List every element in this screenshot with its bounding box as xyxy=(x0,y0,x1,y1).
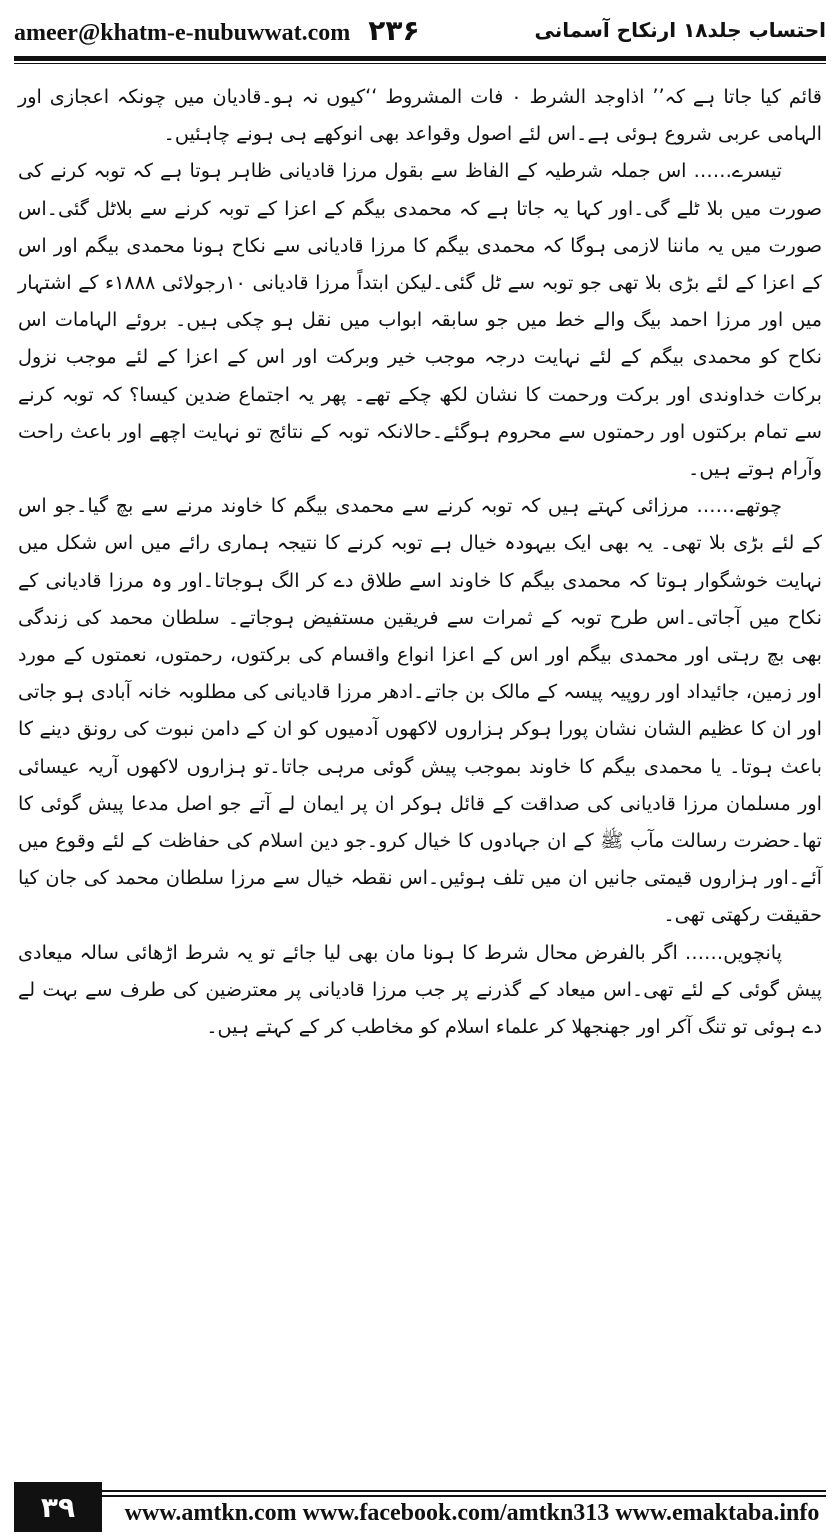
header-email: ameer@khatm-e-nubuwwat.com xyxy=(14,19,351,46)
header-rule-thick xyxy=(14,56,826,61)
paragraph: پانچویں…… اگر بالفرض محال شرط کا ہونا مان بھی لیا جائے تو یہ شرط اڑھائی سالہ میعادی پیش گوئی کے لئے تھی۔اس میعاد کے گذرنے پر جب مرزا قادیانی پر معترضین کی طرف سے بہت لے دے ہوئی تو تنگ آکر اور جھنجھلا کر علماء اسلام کو مخاطب کر کے کہتے ہیں۔ xyxy=(18,940,822,1039)
paragraph: تیسرے…… اس جملہ شرطیہ کے الفاظ سے بقول مرزا قادیانی ظاہر ہوتا ہے کہ توبہ کرنے کی صورت میں بلا ٹلے گی۔اور کہا یہ جاتا ہے کہ محمدی بیگم کے اعزا کے توبہ کرنے سے بلاٹل گئی۔اس صورت میں یہ ماننا لازمی ہوگا کہ محمدی بیگم کا مرزا قادیانی سے نکاح ہونا محمدی بیگم اور اس کے اعزا کے لئے بڑی بلا تھی جو توبہ سے ٹل گئی۔لیکن ابتداً مرزا قادیانی ۱۰رجولائی ۱۸۸۸ء کے اشتہار میں اور مرزا احمد بیگ والے خط میں جو سابقہ ابواب میں نقل ہو چکی ہیں۔ بروئے الہامات اس نکاح کو محمدی بیگم کے لئے نہایت درجہ موجب خیر وبرکت اور اس کے اعزا کے لئے موجب نزول برکات خداوندی اور برکت ورحمت کا نشان لکھ چکے تھے۔ پھر یہ اجتماع ضدین کیسا؟ کہ توبہ کرنے سے تمام برکتوں اور رحمتوں سے محروم ہوگئے۔حالانکہ توبہ کے نتائج تو نہایت اچھے اور باعث راحت وآرام ہوتے ہیں۔ xyxy=(18,159,822,481)
page-header xyxy=(14,8,826,52)
footer-urls: www.amtkn.com www.facebook.com/amtkn313 www.emaktaba.info xyxy=(124,1500,820,1526)
footer-rule-bottom xyxy=(14,1495,826,1497)
header-title: احتساب جلد۱۸ ارنکاح آسمانی xyxy=(534,18,826,42)
footer-page-number: ۳۹ xyxy=(14,1482,102,1532)
header-left-group xyxy=(14,14,420,47)
header-page-number: ۲۳۶ xyxy=(368,13,420,47)
paragraph: قائم کیا جاتا ہے کہ’’ اذاوجد الشرط ۰ فات المشروط ‘‘کیوں نہ ہو۔قادیان میں چونکہ اعجازی اور الہامی عربی شروع ہوئی ہے۔اس لئے اصول وقواعد بھی انوکھے ہی ہونے چاہئیں۔ xyxy=(18,85,822,146)
body-text xyxy=(18,78,822,1045)
page-footer xyxy=(0,1476,840,1540)
paragraph: چوتھے…… مرزائی کہتے ہیں کہ توبہ کرنے سے محمدی بیگم کا خاوند مرنے سے بچ گیا۔جو اس کے لئے بڑی بلا تھی۔ یہ بھی ایک بیہودہ خیال ہے توبہ کرنے کا نتیجہ ہماری رائے میں اس شکل میں نہایت خوشگوار ہوتا کہ محمدی بیگم کا خاوند اسے طلاق دے کر الگ ہوجاتا۔اور وہ مرزا قادیانی کے نکاح میں آجاتی۔اس طرح توبہ کے ثمرات سے فریقین مستفیض ہوجاتے۔ سلطان محمد کی زندگی بھی بچ رہتی اور محمدی بیگم اور اس کے اعزا انواع واقسام کی برکتوں، رحمتوں، نعمتوں کے مورد اور زمین، جائیداد اور روپیہ پیسہ کے مالک بن جاتے۔ادھر مرزا قادیانی کی مطلوبہ خانہ آبادی ہو جاتی اور ان کا عظیم الشان نشان پورا ہوکر ہزاروں لاکھوں آدمیوں کو ان کے دامن نبوت کی رونق دینے کا باعث ہوتا۔ یا محمدی بیگم کا خاوند بموجب پیش گوئی مرہی جاتا۔تو ہزاروں لاکھوں آریہ عیسائی اور مسلمان مرزا قادیانی کی صداقت کے قائل ہوکر ان پر ایمان لے آتے جو اصل مدعا پیش گوئی کا تھا۔حضرت رسالت مآب ﷺ کے ان جہادوں کا خیال کرو۔جو دین اسلام کی حفاظت کے لئے وقوع میں آئے۔اور ہزاروں قیمتی جانیں ان میں تلف ہوئیں۔اس نقطہ خیال سے مرزا سلطان محمد کی جان کیا حقیقت رکھتی تھی۔ xyxy=(18,494,822,927)
header-rule-thin xyxy=(14,63,826,64)
footer-rule-top xyxy=(14,1490,826,1492)
